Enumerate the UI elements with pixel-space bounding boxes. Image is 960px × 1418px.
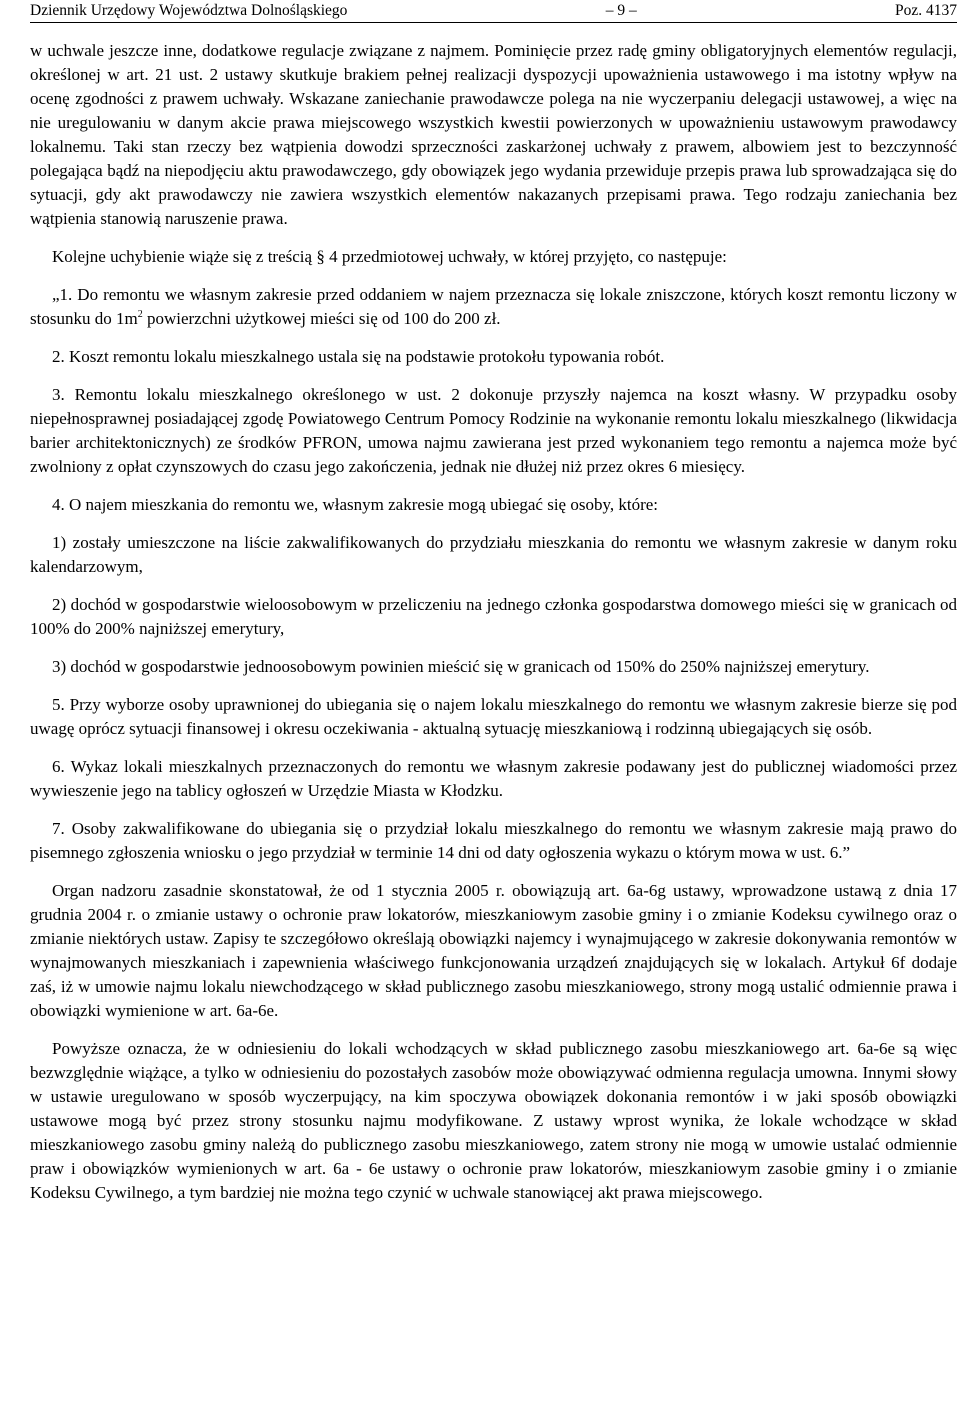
paragraph: 6. Wykaz lokali mieszkalnych przeznaczonych do remontu we własnym zakresie podawany jest do publicznej wiadomości przez wywieszenie jego na tablicy ogłoszeń w Urzędzie Miasta w Kłodzku. <box>30 757 957 800</box>
paragraph-text: „1. Do remontu we własnym zakresie przed oddaniem w najem przeznacza się lokale zniszczone, których koszt remontu liczony w stosunku do 1m <box>30 285 957 328</box>
paragraph: 7. Osoby zakwalifikowane do ubiegania się o przydział lokalu mieszkalnego do remontu we własnym zakresie mają prawo do pisemnego zgłoszenia wniosku o jego przydział w terminie 14 dni od daty ogłoszenia wykazu o którym mowa w ust. 6.” <box>30 819 957 862</box>
list-item: 3) dochód w gospodarstwie jednoosobowym powinien mieścić się w granicach od 150% do 250% najniższej emerytury. <box>52 657 870 676</box>
paragraph: Organ nadzoru zasadnie skonstatował, że od 1 stycznia 2005 r. obowiązują art. 6a-6g ustawy, wprowadzone ustawą z dnia 17 grudnia 2004 r. o zmianie ustawy o ochronie praw lokatorów, mieszkaniowym zasobie gminy i o zmianie Kodeksu cywilnego oraz o zmianie niektórych ustaw. Zapisy te szczegółowo określają obowiązki najemcy i wynajmującego w zakresie dokonywania remontów w wynajmowanych mieszkaniach i zapewnienia właściwego funkcjonowania urządzeń znajdujących się w lokalach. Artykuł 6f dodaje zaś, iż w umowie najmu lokalu niewchodzącego w skład publicznego zasobu mieszkaniowego, strony mogą ustalić odmiennie prawa i obowiązki wymienione w art. 6a-6e. <box>30 881 957 1020</box>
paragraph: 3. Remontu lokalu mieszkalnego określonego w ust. 2 dokonuje przyszły najemca na koszt własny. W przypadku osoby niepełnosprawnej posiadającej zgodę Powiatowego Centrum Pomocy Rodzinie na wykonanie remontu lokalu mieszkalnego (likwidacja barier architektonicznych) ze środków PFRON, umowa najmu zawierana jest przed wykonaniem tego remontu a najemca może być zwolniony z opłat czynszowych do czasu jego zakończenia, jednak nie dłużej niż przez okres 6 miesięcy. <box>30 385 957 476</box>
paragraph: 4. O najem mieszkania do remontu we, własnym zakresie mogą ubiegać się osoby, które: <box>52 495 658 514</box>
document-body <box>30 23 957 1205</box>
paragraph: Powyższe oznacza, że w odniesieniu do lokali wchodzących w skład publicznego zasobu mieszkaniowego art. 6a-6e są więc bezwzględnie wiążące, a tylko w odniesieniu do pozostałych zasobów może obowiązywać odmienna regulacja umowna. Innymi słowy w ustawie uregulowano w sposób wyczerpujący, na kim spoczywa obowiązek dokonania remontów i w jaki sposób obowiązki ustawowe mogą być przez strony stosunku najmu modyfikowane. Z ustawy wprost wynika, że lokale wchodzące w skład mieszkaniowego zasobu gminy należą do publicznego zasobu mieszkaniowego, zatem strony nie mogą w umowie ustalać odmiennie praw i obowiązków wymienionych w art. 6a - 6e ustawy o ochronie praw lokatorów, mieszkaniowym zasobie gminy i o zmianie Kodeksu Cywilnego, a tym bardziej nie można tego czynić w uchwale stanowiącej akt prawa miejscowego. <box>30 1039 957 1202</box>
paragraph: w uchwale jeszcze inne, dodatkowe regulacje związane z najmem. Pominięcie przez radę gminy obligatoryjnych elementów regulacji, określonej w art. 21 ust. 2 ustawy skutkuje brakiem pełnej realizacji dyspozycji upoważnienia ustawowego i ma istotny wpływ na ocenę zgodności z prawem uchwały. Wskazane zaniechanie prawodawcze polega na nie wyczerpaniu delegacji ustawowej, a więc na nie uregulowaniu w danym akcie prawa miejscowego wszystkich kwestii powierzonych w upoważnieniu ustawowym prawodawcy lokalnemu. Taki stan rzeczy bez wątpienia dowodzi sprzeczności zaskarżonej uchwały z prawem, albowiem jest to bezczynność polegająca bądź na niepodjęciu aktu prawodawczego, gdy obowiązek jego wydania przewiduje przepis prawa lub sprowadzająca się do sytuacji, gdy akt prawodawczy nie zawiera wszystkich elementów nakazanych przepisami prawa. Tego rodzaju zaniechania bez wątpienia stanowią naruszenie prawa. <box>30 41 957 228</box>
page-header <box>30 0 957 23</box>
paragraph: 5. Przy wyborze osoby uprawnionej do ubiegania się o najem lokalu mieszkalnego do remontu we własnym zakresie bierze się pod uwagę oprócz sytuacji finansowej i okresu oczekiwania - aktualną sytuację mieszkaniową i rodzinną ubiegających się osób. <box>30 695 957 738</box>
superscript: 2 <box>137 309 143 320</box>
journal-title: Dziennik Urzędowy Województwa Dolnośląskiego <box>30 2 348 19</box>
list-item: 2) dochód w gospodarstwie wieloosobowym w przeliczeniu na jednego członka gospodarstwa domowego mieści się w granicach od 100% do 200% najniższej emerytury, <box>30 595 957 638</box>
quoted-paragraph-1 <box>30 283 957 331</box>
paragraph-text-tail: powierzchni użytkowej mieści się od 100 do 200 zł. <box>142 309 501 328</box>
list-item: 1) zostały umieszczone na liście zakwalifikowanych do przydziału mieszkania do remontu we własnym zakresie w danym roku kalendarzowym, <box>30 533 957 576</box>
page-number: – 9 – <box>605 2 637 19</box>
paragraph: Kolejne uchybienie wiąże się z treścią § 4 przedmiotowej uchwały, w której przyjęto, co następuje: <box>52 247 727 266</box>
paragraph: 2. Koszt remontu lokalu mieszkalnego ustala się na podstawie protokołu typowania robót. <box>52 347 665 366</box>
position-number: Poz. 4137 <box>895 2 957 19</box>
